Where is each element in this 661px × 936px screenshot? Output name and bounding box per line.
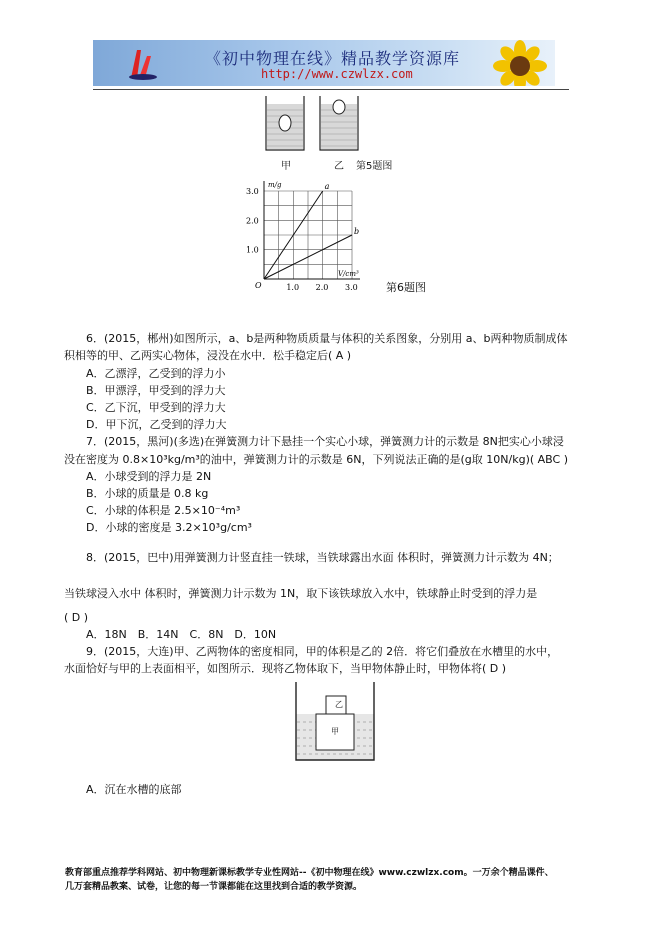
q7-option-a: A．小球受到的浮力是 2N (86, 470, 212, 483)
header-banner (93, 40, 555, 86)
footer-line2: 几万套精品教案、试卷，让您的每一节课都能在这里找到合适的教学资源。 (65, 882, 363, 892)
q8-answer: ( D ) (64, 611, 89, 624)
y-tick-label: 3.0 (246, 187, 259, 196)
fig9-tank (294, 680, 376, 762)
q7-line1: 7．(2015，黑河)(多选)在弹簧测力计下悬挂一个实心小球，弹簧测力计的示数是 8N把实心小球浸 (86, 435, 564, 448)
series-label-b: b (354, 227, 360, 236)
fig6-chart (236, 178, 376, 296)
y-axis-label: m/g (268, 181, 282, 189)
q8-line2: 当铁球浸入水中 体积时，弹簧测力计示数为 1N，取下该铁球放入水中，铁球静止时受到的浮力是 (64, 587, 538, 600)
fig5-label-jia: 甲 (281, 161, 291, 172)
header-rule (93, 89, 569, 90)
fig9-label-jia: 甲 (331, 727, 339, 736)
chart-grid (264, 191, 352, 279)
origin-label: O (255, 281, 262, 290)
sunflower-icon (485, 40, 555, 86)
fig5-beakers (262, 94, 362, 154)
beaker-jia (266, 96, 304, 150)
x-tick-label: 3.0 (345, 283, 358, 292)
q9-line1: 9．(2015，大连)甲、乙两物体的密度相同，甲的体积是乙的 2倍．将它们叠放在水槽里的水中， (86, 645, 559, 658)
q8-options: A．18N B．14N C．8N D．10N (86, 628, 277, 641)
q6-option-a: A．乙漂浮，乙受到的浮力小 (86, 367, 226, 380)
q6-option-d: D．甲下沉，乙受到的浮力大 (86, 418, 227, 431)
fig5-caption: 第5题图 (356, 161, 393, 172)
q6-option-c: C．乙下沉，甲受到的浮力大 (86, 401, 226, 414)
y-tick-label: 1.0 (246, 245, 259, 255)
q9-line2: 水面恰好与甲的上表面相平，如图所示．现将乙物体取下，当甲物体静止时，甲物体将( D ) (64, 662, 507, 675)
q9-option-a: A．沉在水槽的底部 (86, 783, 182, 796)
x-tick-label: 2.0 (315, 283, 329, 292)
site-url: http://www.czwlzx.com (261, 67, 413, 81)
q7-option-c: C．小球的体积是 2.5×10⁻⁴m³ (86, 504, 241, 517)
x-tick-label: 1.0 (286, 283, 300, 292)
q6-line1: 6．(2015，郴州)如图所示，a、b是两种物质质量与体积的关系图象，分别用 a、b两种物质制成体 (86, 332, 568, 345)
q6-line2: 积相等的甲、乙两实心物体，浸没在水中．松手稳定后( A ) (64, 349, 352, 362)
fig9-label-yi: 乙 (335, 700, 343, 709)
footer-line1: 教育部重点推荐学科网站、初中物理新课标教学专业性网站--《初中物理在线》www.czwlzx.com。一万余个精品课件、 (65, 868, 554, 878)
q7-line2: 没在密度为 0.8×10³kg/m³的油中，弹簧测力计的示数是 6N，下列说法正确的是(g取 10N/kg)( ABC ) (64, 453, 568, 466)
site-title: 《初中物理在线》精品教学资源库 (205, 49, 461, 68)
fig5-label-yi: 乙 (334, 161, 344, 172)
series-label-a: a (324, 182, 330, 191)
q8-line1: 8．(2015，巴中)用弹簧测力计竖直挂一铁球，当铁球露出水面 体积时，弹簧测力计示数为 4N； (86, 551, 559, 564)
y-tick-label: 2.0 (246, 216, 259, 226)
x-axis-label: V/cm³ (338, 270, 359, 278)
q7-option-d: D．小球的密度是 3.2×10³g/cm³ (86, 521, 252, 534)
q6-option-b: B．甲漂浮，甲受到的浮力大 (86, 384, 226, 397)
site-logo-icon (123, 44, 163, 82)
beaker-yi (320, 96, 358, 150)
q7-option-b: B．小球的质量是 0.8 kg (86, 487, 209, 500)
fig6-caption: 第6题图 (386, 281, 426, 294)
